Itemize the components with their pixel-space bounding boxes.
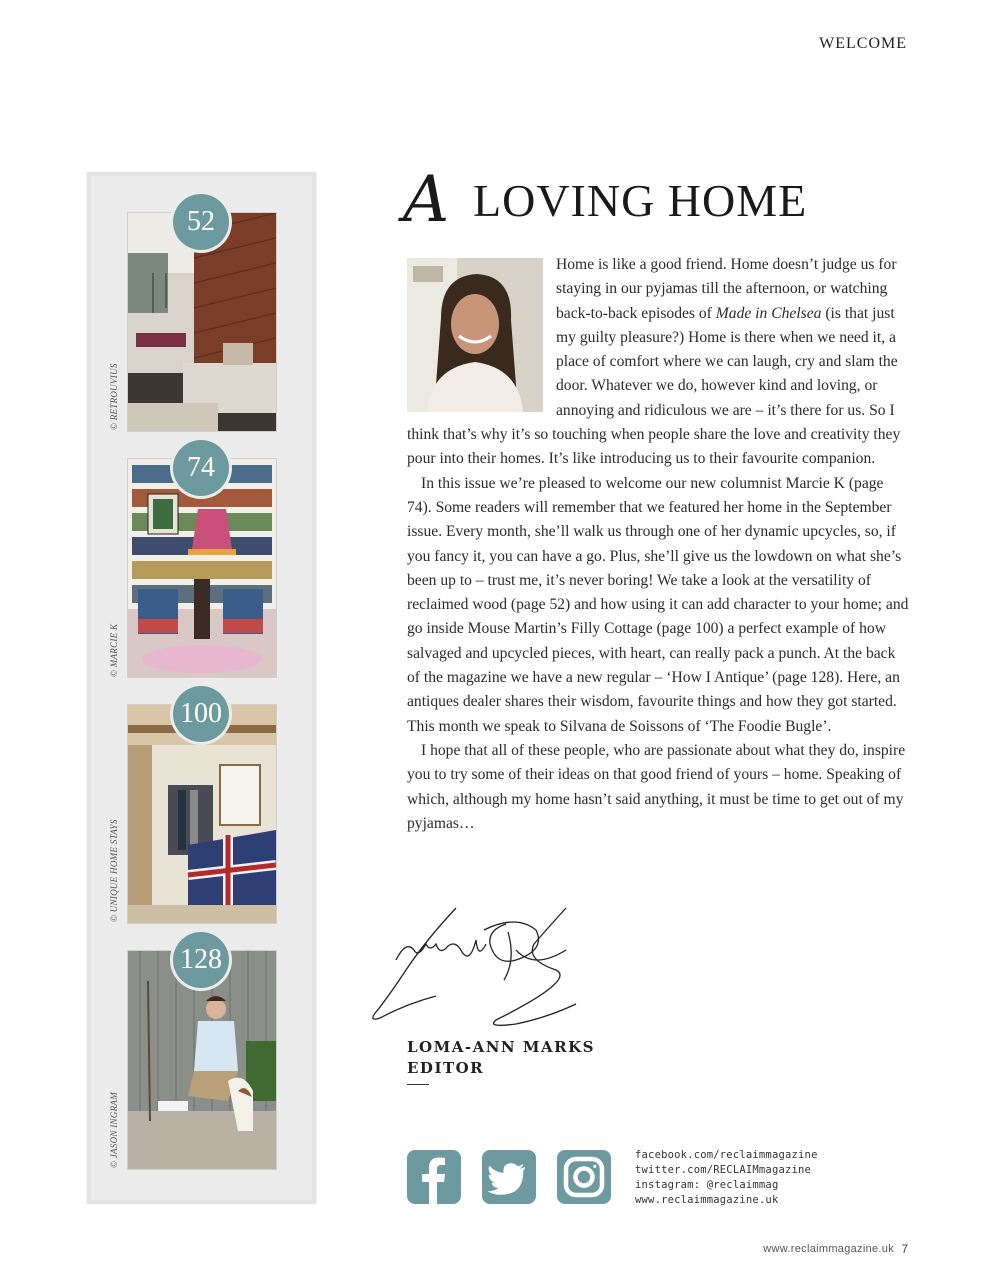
editor-signature (366, 900, 581, 1035)
page-badge-52[interactable]: 52 (173, 194, 229, 250)
website-link[interactable]: www.reclaimmagazine.uk (635, 1194, 779, 1206)
divider (407, 1084, 429, 1085)
portrait-spacer (407, 253, 556, 415)
headline-initial: A (403, 163, 450, 237)
photo-credit: © UNIQUE HOME STAYS (109, 819, 119, 922)
paragraph-1-text-cont: (is that just my guilty pleasure?) Home is there when we need it, a place of comfort where we can laugh, cry and slam the door. Whatever we do, however kind and loving, or annoying and ridiculous we are – it’s there for us. So I think that’s why it’s so touching when people share the love and creativity they pour into their homes. It’s like introducing us to their favourite companion. (407, 304, 901, 468)
page-number: 7 (901, 1242, 908, 1256)
photo-credit: © MARCIE K (109, 623, 119, 677)
article-headline (403, 160, 923, 240)
twitter-icon[interactable] (482, 1150, 536, 1204)
show-title: Made in Chelsea (715, 304, 822, 322)
instagram-link[interactable]: instagram: @reclaimmag (635, 1179, 779, 1191)
headline-text: LOVING HOME (473, 175, 808, 226)
photo-credit: © JASON INGRAM (109, 1091, 119, 1168)
social-links (635, 1148, 818, 1208)
contents-sidebar (86, 171, 317, 1205)
editorial-body (407, 253, 909, 836)
instagram-icon[interactable] (557, 1150, 611, 1204)
twitter-link[interactable]: twitter.com/RECLAIMmagazine (635, 1164, 812, 1176)
facebook-link[interactable]: facebook.com/reclaimmagazine (635, 1149, 818, 1161)
editor-role: EDITOR (407, 1059, 485, 1077)
paragraph-1-text: Home is like a good friend. Home doesn’t judge us for staying in our pyjamas till the afternoon, or watching back-to-back episodes of (556, 256, 897, 322)
footer-url[interactable]: www.reclaimmagazine.uk (763, 1243, 894, 1255)
page-badge-74[interactable]: 74 (173, 440, 229, 496)
facebook-icon[interactable] (407, 1150, 461, 1204)
section-label: WELCOME (819, 35, 907, 52)
paragraph-3: I hope that all of these people, who are passionate about what they do, inspire you to try some of their ideas on that good friend of yours – home. Speaking of which, although my home hasn’t said anything, it must be time to get out of my pyjamas… (407, 741, 906, 832)
editor-name: LOMA-ANN MARKS (407, 1038, 595, 1056)
page-badge-128[interactable]: 128 (173, 932, 229, 988)
photo-credit: © RETROUVIUS (109, 363, 119, 430)
paragraph-2: In this issue we’re pleased to welcome our new columnist Marcie K (page 74). Some readers will remember that we featured her home in the September issue. Every month, she’ll walk us through one of her dynamic upcycles, so, if you fancy it, you can have a go. Plus, she’ll give us the lowdown on what she’s been up to – trust me, it’s never boring! We take a look at the versatility of reclaimed wood (page 52) and how using it can add character to your home; and go inside Mouse Martin’s Filly Cottage (page 100) a perfect example of how salvaged and upcycled pieces, with heart, can really pack a punch. At the back of the magazine we have a new regular – ‘How I Antique’ (page 128). Here, an antiques dealer shares their wisdom, favourite things and how they got started. This month we speak to Silvana de Soissons of ‘The Foodie Bugle’. (407, 474, 909, 735)
page-badge-100[interactable]: 100 (173, 686, 229, 742)
